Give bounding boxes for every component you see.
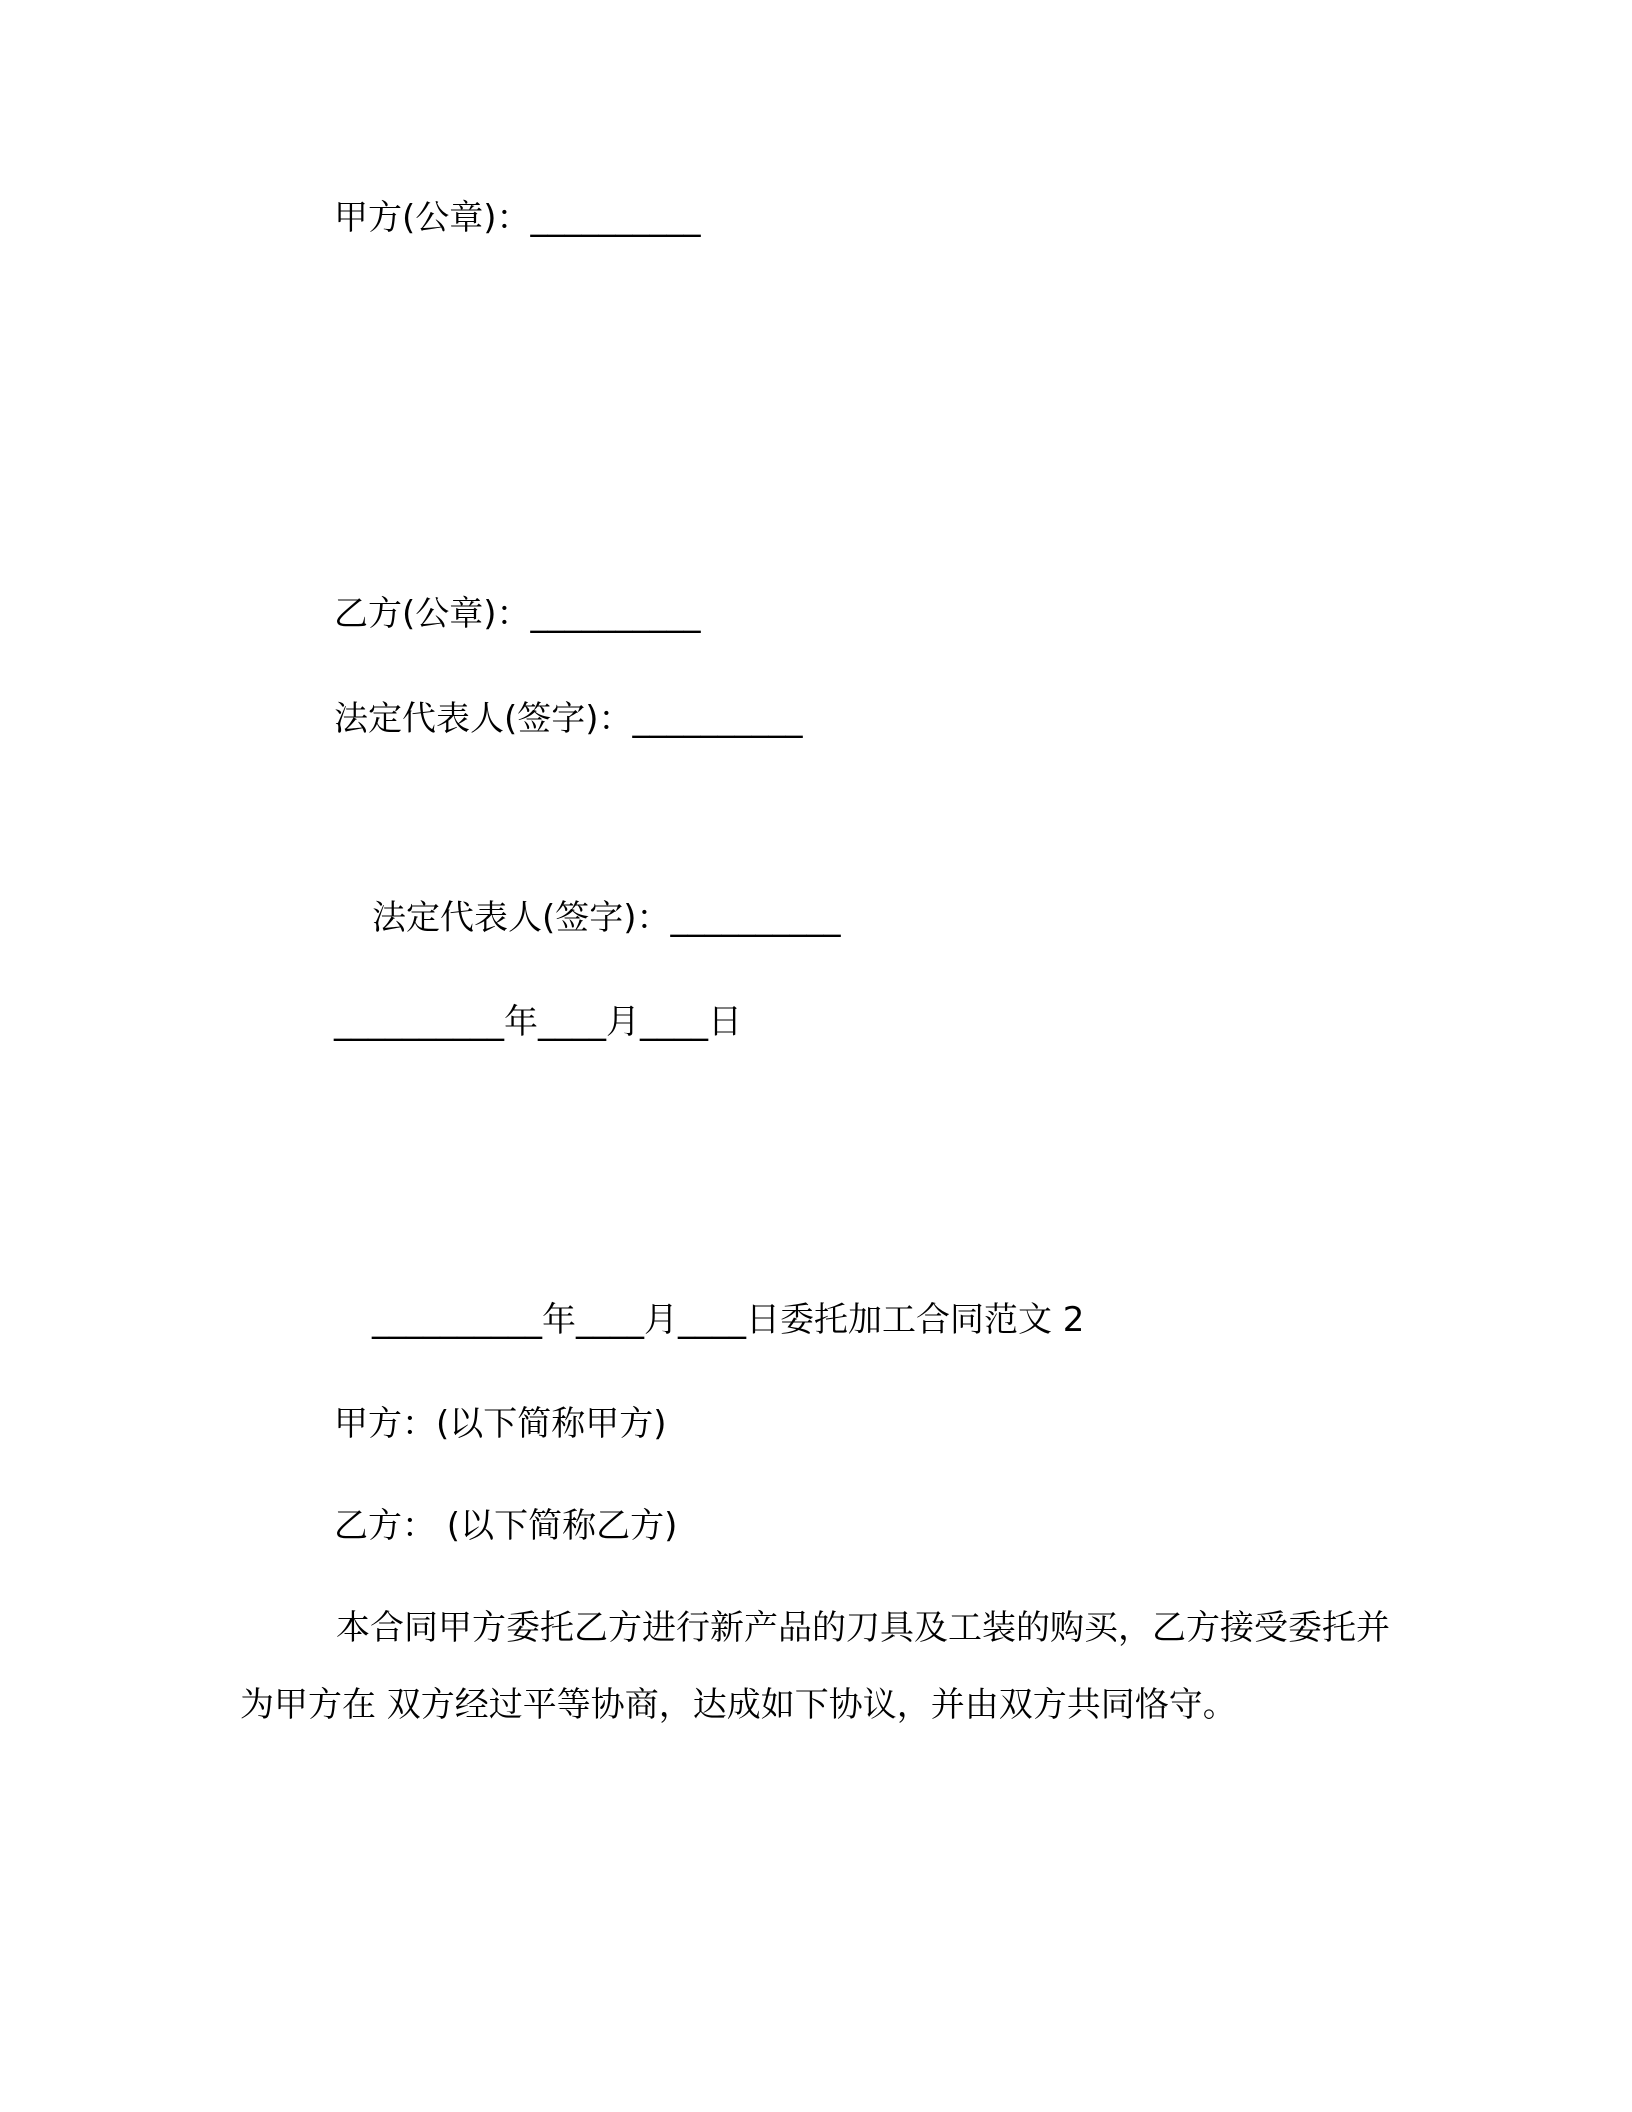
party-a-label: 甲方：(以下简称甲方) (334, 1404, 667, 1444)
body-paragraph: 本合同甲方委托乙方进行新产品的刀具及工装的购买，乙方接受委托并为甲方在 双方经过平等协商，达成如下协议，并由双方共同恪守。 (240, 1608, 1390, 1725)
legal-representative-signature-line: 法定代表人(签字)：__________ (372, 898, 841, 938)
date-line: __________年____月____日 (334, 1002, 742, 1042)
party-b-label: 乙方： (以下简称乙方) (334, 1506, 678, 1546)
legal-representative-signature-line: 法定代表人(签字)：__________ (334, 699, 803, 739)
contract-title-line: __________年____月____日委托加工合同范文 2 (372, 1300, 1085, 1340)
party-b-seal-line: 乙方(公章)：__________ (334, 594, 701, 634)
party-a-seal-line: 甲方(公章)：__________ (334, 198, 701, 238)
